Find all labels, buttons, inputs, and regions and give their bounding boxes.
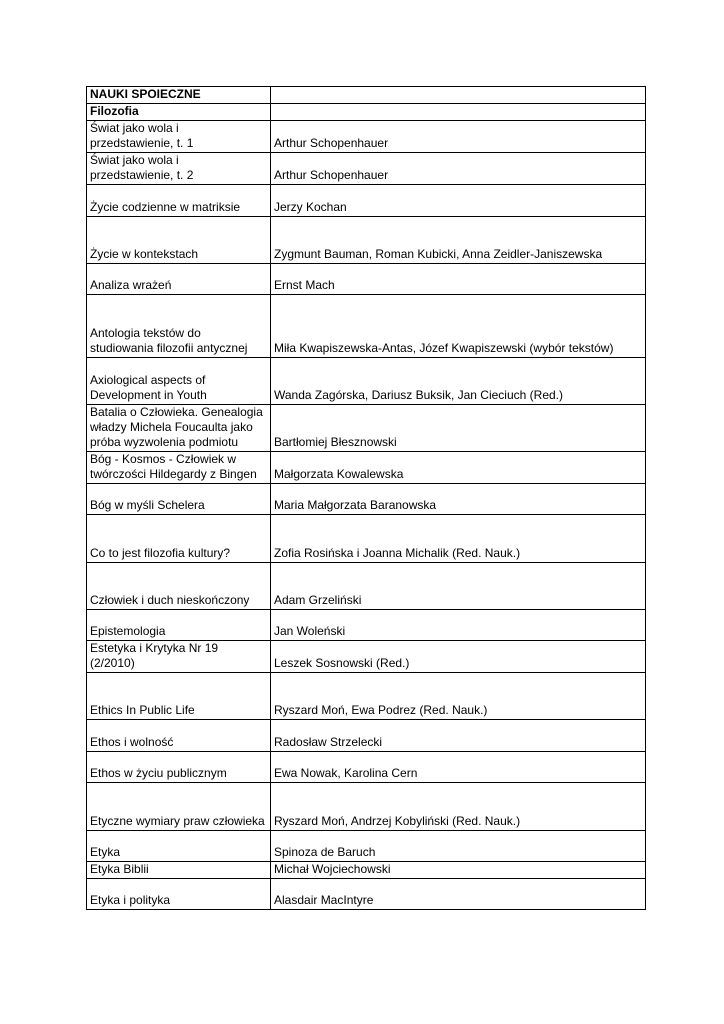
table-row: [87, 153, 646, 185]
book-author: Bartłomiej Błesznowski: [271, 405, 646, 452]
book-title: Etyka: [87, 831, 271, 862]
table-row: [87, 405, 646, 452]
book-author: Adam Grzeliński: [271, 563, 646, 610]
subsection-header-row: [87, 104, 646, 121]
table-row: [87, 879, 646, 910]
table-row: [87, 452, 646, 484]
subsection-header-empty-cell: [271, 104, 646, 121]
book-title: Życie codzienne w matriksie: [87, 185, 271, 217]
book-title: Co to jest filozofia kultury?: [87, 515, 271, 563]
book-author: Maria Małgorzata Baranowska: [271, 484, 646, 515]
book-title: Świat jako wola i przedstawienie, t. 2: [87, 153, 271, 185]
book-title: Etyka i polityka: [87, 879, 271, 910]
book-author: Wanda Zagórska, Dariusz Buksik, Jan Cieciuch (Red.): [271, 358, 646, 405]
table-row: [87, 358, 646, 405]
table-row: [87, 295, 646, 358]
book-title: Batalia o Człowieka. Genealogia władzy Michela Foucaulta jako próba wyzwolenia podmiotu: [87, 405, 271, 452]
book-author: Leszek Sosnowski (Red.): [271, 641, 646, 673]
book-author: Jerzy Kochan: [271, 185, 646, 217]
table-row: [87, 563, 646, 610]
book-author: Ewa Nowak, Karolina Cern: [271, 752, 646, 783]
section-header-row: [87, 87, 646, 104]
book-title: Człowiek i duch nieskończony: [87, 563, 271, 610]
book-title: Życie w kontekstach: [87, 217, 271, 264]
book-title: Ethos i wolność: [87, 720, 271, 752]
book-title: Antologia tekstów do studiowania filozofii antycznej: [87, 295, 271, 358]
book-author: Miła Kwapiszewska-Antas, Józef Kwapiszewski (wybór tekstów): [271, 295, 646, 358]
book-author: Michał Wojciechowski: [271, 862, 646, 879]
table-row: [87, 862, 646, 879]
section-header: NAUKI SPOIECZNE: [87, 87, 271, 104]
table-row: [87, 783, 646, 831]
book-author: Radosław Strzelecki: [271, 720, 646, 752]
table-row: [87, 641, 646, 673]
table-row: [87, 217, 646, 264]
book-author: Jan Woleński: [271, 610, 646, 641]
book-author: Spinoza de Baruch: [271, 831, 646, 862]
book-author: Ryszard Moń, Andrzej Kobyliński (Red. Nauk.): [271, 783, 646, 831]
book-author: Ernst Mach: [271, 264, 646, 295]
book-title: Epistemologia: [87, 610, 271, 641]
book-title: Ethics In Public Life: [87, 673, 271, 720]
book-title: Świat jako wola i przedstawienie, t. 1: [87, 121, 271, 153]
section-header-empty-cell: [271, 87, 646, 104]
book-author: Arthur Schopenhauer: [271, 153, 646, 185]
subsection-header: Filozofia: [87, 104, 271, 121]
table-row: [87, 752, 646, 783]
book-title: Ethos w życiu publicznym: [87, 752, 271, 783]
book-title: Bóg - Kosmos - Człowiek w twórczości Hildegardy z Bingen: [87, 452, 271, 484]
table-row: [87, 831, 646, 862]
book-author: Zofia Rosińska i Joanna Michalik (Red. Nauk.): [271, 515, 646, 563]
table-row: [87, 515, 646, 563]
table-row: [87, 121, 646, 153]
book-title: Estetyka i Krytyka Nr 19 (2/2010): [87, 641, 271, 673]
book-author: Alasdair MacIntyre: [271, 879, 646, 910]
book-author: Małgorzata Kowalewska: [271, 452, 646, 484]
book-title: Etyczne wymiary praw człowieka: [87, 783, 271, 831]
table-row: [87, 185, 646, 217]
table-row: [87, 720, 646, 752]
books-table: [86, 86, 646, 910]
table-row: [87, 673, 646, 720]
book-title: Etyka Biblii: [87, 862, 271, 879]
book-title: Bóg w myśli Schelera: [87, 484, 271, 515]
book-title: Axiological aspects of Development in Youth: [87, 358, 271, 405]
book-title: Analiza wrażeń: [87, 264, 271, 295]
table-row: [87, 264, 646, 295]
book-author: Arthur Schopenhauer: [271, 121, 646, 153]
table-row: [87, 610, 646, 641]
table-body: [87, 87, 646, 910]
book-author: Zygmunt Bauman, Roman Kubicki, Anna Zeidler-Janiszewska: [271, 217, 646, 264]
table-row: [87, 484, 646, 515]
book-author: Ryszard Moń, Ewa Podrez (Red. Nauk.): [271, 673, 646, 720]
